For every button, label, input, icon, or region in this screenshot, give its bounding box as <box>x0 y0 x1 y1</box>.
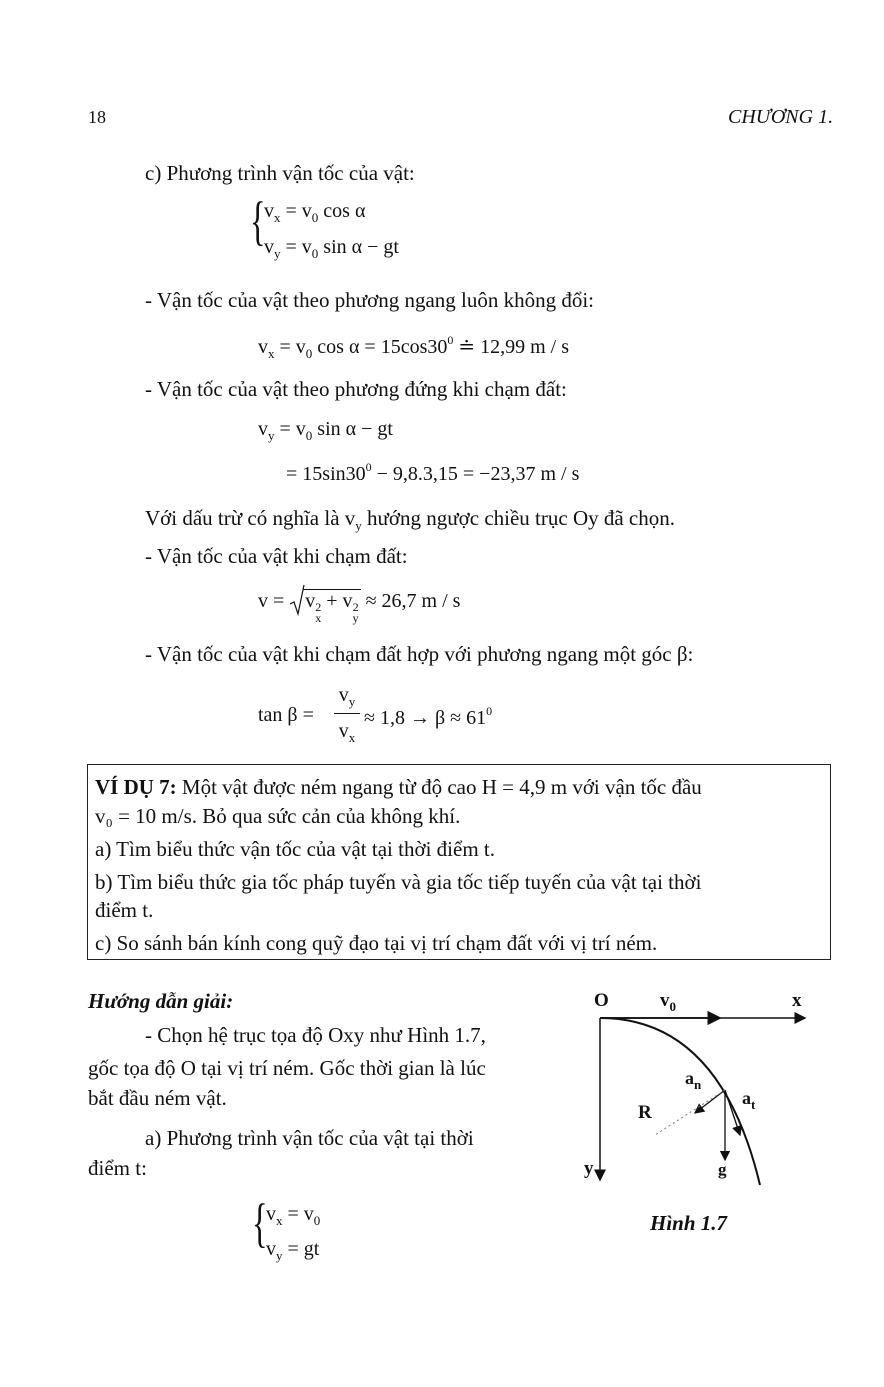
fraction-line <box>334 713 360 714</box>
at-arrow <box>725 1090 740 1135</box>
example-line1: VÍ DỤ 7: Một vật được ném ngang từ độ cao H = 4,9 m với vận tốc đầu <box>95 775 702 799</box>
vertical-eq1: $v_y = v_0$ sin α − gt <box>258 418 393 443</box>
solution-p1-l2: gốc tọa độ O tại vị trí ném. Gốc thời gian là lúc <box>88 1056 486 1080</box>
solution-heading: Hướng dẫn giải: <box>88 989 234 1013</box>
example-item-a: a) Tìm biểu thức vận tốc của vật tại thời điểm t. <box>95 837 495 861</box>
horizontal-text: - Vận tốc của vật theo phương ngang luôn không đổi: <box>145 288 595 312</box>
example-line2: v₀ = 10 m/s. Bỏ qua sức cản của không khí. <box>95 804 461 828</box>
label-v0: $v_0$ <box>660 990 676 1014</box>
angle-lhs: tan β = <box>258 704 314 726</box>
chapter-title: CHƯƠNG 1. <box>728 106 834 128</box>
vertical-eq2: = $15\sin 30^0 - 9,8.3,15 = -23,37$ m / s <box>286 460 580 485</box>
angle-numerator: $v_y$ <box>338 684 356 709</box>
part-c-title: c) Phương trình vận tốc của vật: <box>145 161 415 185</box>
brace-solution: { <box>252 1193 268 1253</box>
label-an: $a_n$ <box>685 1068 702 1092</box>
solution-eq-vx: $v_x = v_0$ <box>266 1203 321 1228</box>
angle-denominator: $v_x$ <box>338 720 356 745</box>
radius-line <box>655 1090 725 1135</box>
trajectory-curve <box>600 1018 760 1185</box>
solution-p1-l3: bắt đầu ném vật. <box>88 1086 227 1110</box>
sign-note: Với dấu trừ có nghĩa là $v_y$ hướng ngược chiều trục Oy đã chọn. <box>145 506 676 533</box>
eq-vx: $v_x = v_0$ cos α <box>264 200 366 225</box>
figure-caption: Hình 1.7 <box>650 1211 728 1235</box>
speed-text: - Vận tốc của vật khi chạm đất: <box>145 544 408 568</box>
label-x: x <box>792 990 802 1011</box>
brace-c: { <box>250 191 266 251</box>
label-y: y <box>584 1158 594 1179</box>
example-item-b2: điểm t. <box>95 898 154 922</box>
label-g: g <box>718 1160 727 1179</box>
solution-p1-l1: - Chọn hệ trục tọa độ Oxy như Hình 1.7, <box>145 1023 486 1047</box>
label-O: O <box>594 990 609 1011</box>
vertical-text: - Vận tốc của vật theo phương đứng khi chạm đất: <box>145 377 567 401</box>
solution-p2-l2: điểm t: <box>88 1156 147 1180</box>
speed-eq: v = v 2 x + v 2 y ≈ 26,7 m / s <box>258 590 460 624</box>
example-item-b1: b) Tìm biểu thức gia tốc pháp tuyến và gia tốc tiếp tuyến của vật tại thời <box>95 870 702 894</box>
example-item-c: c) So sánh bán kính cong quỹ đạo tại vị trí chạm đất với vị trí ném. <box>95 931 658 955</box>
solution-eq-vy: $v_y$ = gt <box>266 1238 320 1263</box>
angle-rhs: ≈ $1,8 \to \beta \approx 61^0$ <box>364 704 493 729</box>
page-number: 18 <box>88 107 106 127</box>
horizontal-eq: $v_x = v_0$ $\cos \alpha = 15\cos 30^0$ ≐ 12,99 m / s <box>258 333 570 361</box>
label-at: $a_t$ <box>742 1088 756 1112</box>
angle-text: - Vận tốc của vật khi chạm đất hợp với phương ngang một góc β: <box>145 642 694 666</box>
sqrt-icon <box>289 584 305 618</box>
eq-vy: $v_y = v_0$ sin α − gt <box>264 236 399 261</box>
label-R: R <box>638 1102 652 1123</box>
solution-p2-l1: a) Phương trình vận tốc của vật tại thời <box>145 1126 474 1150</box>
